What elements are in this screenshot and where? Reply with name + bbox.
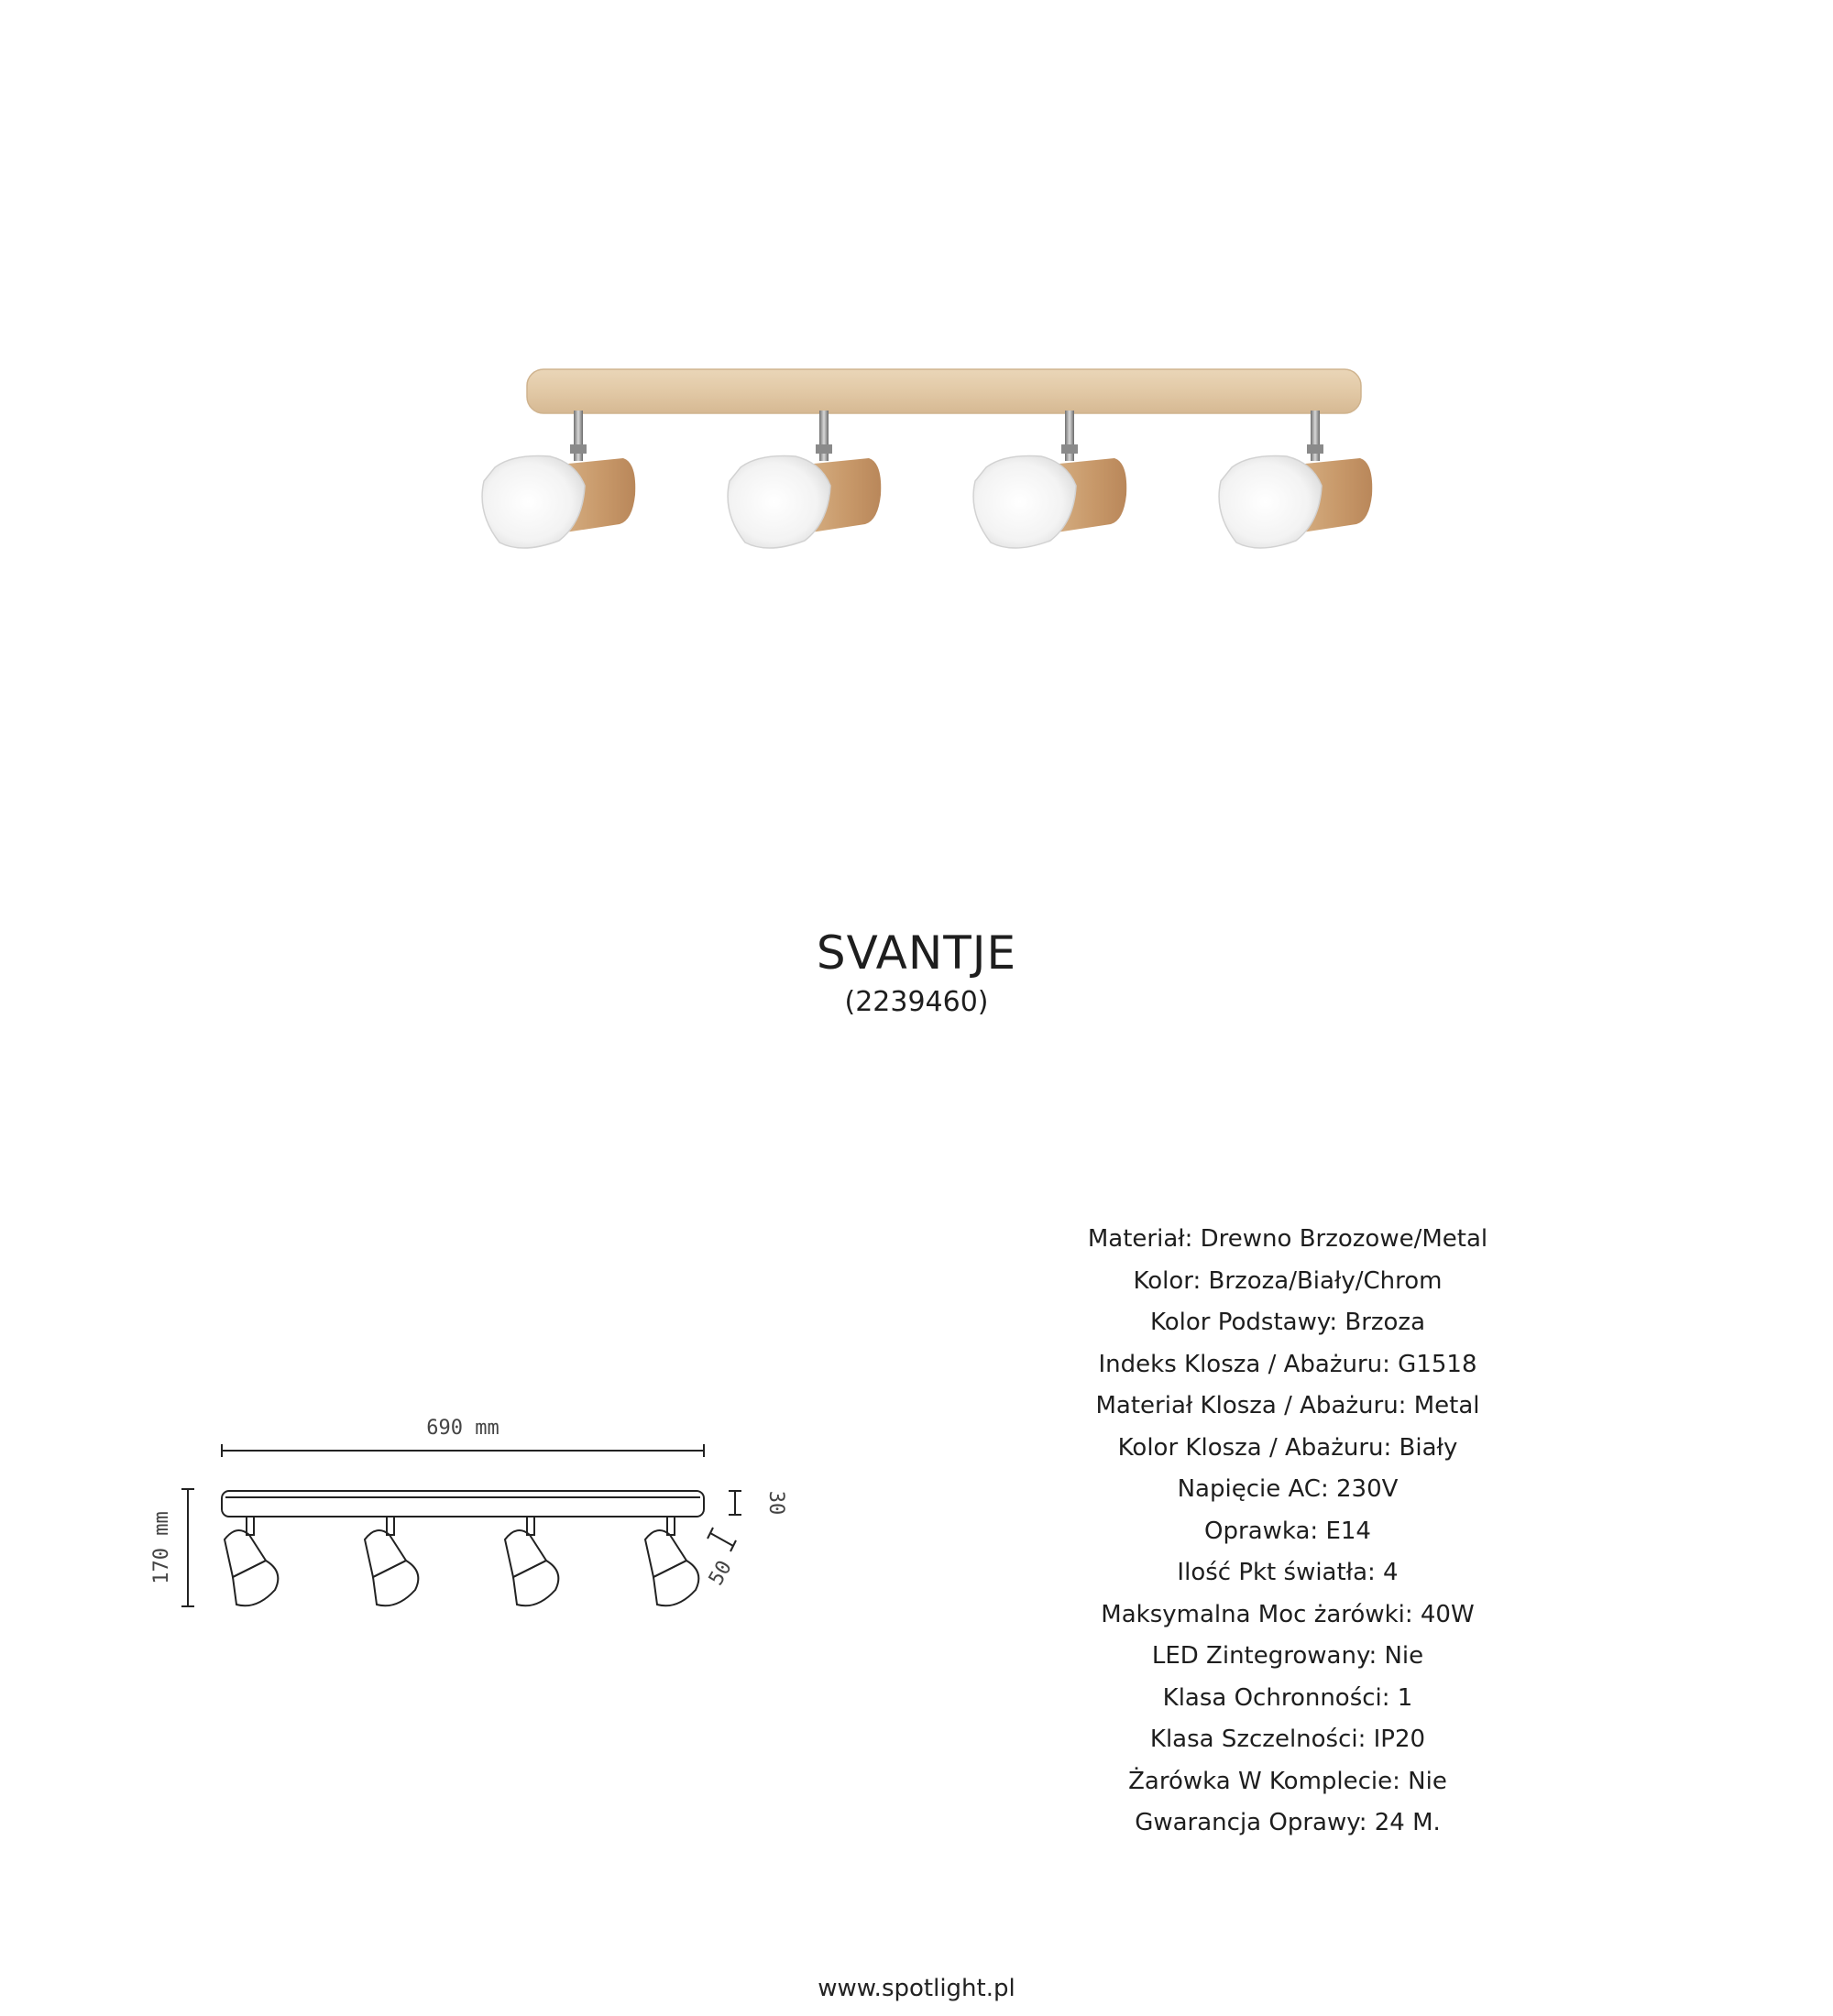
shade-dimension-label: 50 (704, 1557, 737, 1590)
product-name: SVANTJE (816, 926, 1017, 980)
drawing-spot-4 (645, 1517, 698, 1605)
spec-shade-index: Indeks Klosza / Abażuru: G1518 (1098, 1350, 1477, 1378)
spotlight-2 (728, 411, 881, 548)
dimension-drawing (137, 1407, 787, 1636)
wooden-bar (527, 369, 1361, 413)
footer-url: www.spotlight.pl (818, 1975, 1015, 2002)
drawing-spot-3 (505, 1517, 558, 1605)
spec-light-points: Ilość Pkt światła: 4 (1177, 1559, 1399, 1586)
spec-led: LED Zintegrowany: Nie (1151, 1642, 1424, 1670)
spec-shade-color: Kolor Klosza / Abażuru: Biały (1117, 1433, 1458, 1462)
drawing-spot-1 (225, 1517, 278, 1605)
depth-dimension-label: 30 (764, 1490, 787, 1516)
spec-warranty: Gwarancja Oprawy: 24 M. (1135, 1809, 1441, 1836)
spotlight-4 (1219, 411, 1372, 548)
spec-voltage: Napięcie AC: 230V (1177, 1475, 1399, 1503)
spec-socket: Oprawka: E14 (1204, 1517, 1371, 1545)
spec-base-color: Kolor Podstawy: Brzoza (1149, 1309, 1426, 1336)
spec-bulb-included: Żarówka W Komplecie: Nie (1128, 1767, 1447, 1795)
width-dimension-label: 690 mm (426, 1417, 499, 1440)
drawing-spot-2 (365, 1517, 418, 1605)
product-code: (2239460) (844, 986, 989, 1018)
spec-max-power: Maksymalna Moc żarówki: 40W (1101, 1600, 1475, 1628)
product-photo (0, 0, 1833, 916)
height-dimension-label: 170 mm (150, 1511, 173, 1584)
spec-material: Materiał: Drewno Brzozowe/Metal (1087, 1225, 1488, 1253)
spec-protection-class: Klasa Ochronności: 1 (1162, 1683, 1413, 1712)
spec-color: Kolor: Brzoza/Biały/Chrom (1133, 1266, 1443, 1295)
specifications-list (1013, 1219, 1563, 1845)
spec-ip-rating: Klasa Szczelności: IP20 (1149, 1726, 1426, 1753)
spotlight-3 (973, 411, 1126, 548)
title-block (0, 926, 1833, 1021)
spotlight-1 (482, 411, 635, 548)
spec-shade-material: Materiał Klosza / Abażuru: Metal (1095, 1392, 1480, 1419)
